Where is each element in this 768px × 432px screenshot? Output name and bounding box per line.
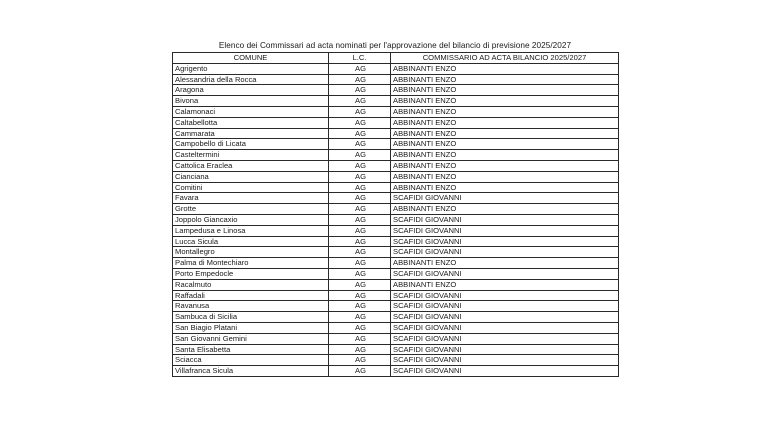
cell-lc: AG (329, 193, 391, 204)
table-row (173, 128, 619, 139)
table-row (173, 139, 619, 150)
table-row (173, 258, 619, 269)
cell-lc: AG (329, 128, 391, 139)
table-row (173, 63, 619, 74)
cell-lc: AG (329, 63, 391, 74)
cell-commissario: SCAFIDI GIOVANNI (391, 193, 619, 204)
cell-lc: AG (329, 139, 391, 150)
cell-comune: Cammarata (173, 128, 329, 139)
cell-comune: Sciacca (173, 355, 329, 366)
table-header (173, 53, 619, 64)
cell-commissario: ABBINANTI ENZO (391, 106, 619, 117)
cell-lc: AG (329, 301, 391, 312)
cell-lc: AG (329, 225, 391, 236)
cell-comune: Villafranca Sicula (173, 366, 329, 377)
table-row (173, 74, 619, 85)
cell-comune: Grotte (173, 204, 329, 215)
table-row (173, 290, 619, 301)
cell-lc: AG (329, 268, 391, 279)
cell-lc: AG (329, 117, 391, 128)
cell-commissario: ABBINANTI ENZO (391, 96, 619, 107)
cell-comune: Lampedusa e Linosa (173, 225, 329, 236)
cell-comune: Porto Empedocle (173, 268, 329, 279)
table-row (173, 117, 619, 128)
cell-comune: Calamonaci (173, 106, 329, 117)
cell-commissario: SCAFIDI GIOVANNI (391, 247, 619, 258)
cell-lc: AG (329, 366, 391, 377)
cell-comune: Cianciana (173, 171, 329, 182)
cell-lc: AG (329, 204, 391, 215)
cell-commissario: ABBINANTI ENZO (391, 63, 619, 74)
cell-commissario: ABBINANTI ENZO (391, 74, 619, 85)
cell-comune: Aragona (173, 85, 329, 96)
cell-commissario: SCAFIDI GIOVANNI (391, 268, 619, 279)
document-title: Elenco dei Commissari ad acta nominati per l'approvazione del bilancio di previsione 2025/2027 (218, 41, 572, 50)
cell-lc: AG (329, 85, 391, 96)
cell-lc: AG (329, 247, 391, 258)
cell-lc: AG (329, 160, 391, 171)
table-row (173, 236, 619, 247)
header-comune: COMUNE (173, 53, 329, 64)
header-row (173, 53, 619, 64)
header-commissario: COMMISSARIO AD ACTA BILANCIO 2025/2027 (391, 53, 619, 64)
table-row (173, 171, 619, 182)
cell-commissario: ABBINANTI ENZO (391, 160, 619, 171)
cell-commissario: ABBINANTI ENZO (391, 279, 619, 290)
cell-comune: Raffadali (173, 290, 329, 301)
table-row (173, 160, 619, 171)
table-row (173, 106, 619, 117)
cell-comune: Lucca Sicula (173, 236, 329, 247)
cell-commissario: SCAFIDI GIOVANNI (391, 355, 619, 366)
cell-comune: Comitini (173, 182, 329, 193)
cell-comune: San Giovanni Gemini (173, 333, 329, 344)
table-row (173, 193, 619, 204)
cell-lc: AG (329, 344, 391, 355)
cell-comune: Bivona (173, 96, 329, 107)
cell-comune: Cattolica Eraclea (173, 160, 329, 171)
cell-commissario: SCAFIDI GIOVANNI (391, 312, 619, 323)
table-row (173, 85, 619, 96)
table-row (173, 204, 619, 215)
cell-commissario: ABBINANTI ENZO (391, 150, 619, 161)
cell-commissario: SCAFIDI GIOVANNI (391, 290, 619, 301)
table-row (173, 247, 619, 258)
cell-comune: Caltabellotta (173, 117, 329, 128)
cell-comune: Favara (173, 193, 329, 204)
table-row (173, 214, 619, 225)
cell-comune: Montallegro (173, 247, 329, 258)
cell-commissario: SCAFIDI GIOVANNI (391, 301, 619, 312)
table-row (173, 268, 619, 279)
cell-lc: AG (329, 258, 391, 269)
cell-commissario: SCAFIDI GIOVANNI (391, 214, 619, 225)
cell-commissario: SCAFIDI GIOVANNI (391, 236, 619, 247)
cell-commissario: ABBINANTI ENZO (391, 171, 619, 182)
cell-lc: AG (329, 96, 391, 107)
table-row (173, 344, 619, 355)
cell-commissario: ABBINANTI ENZO (391, 117, 619, 128)
cell-commissario: ABBINANTI ENZO (391, 258, 619, 269)
table-row (173, 182, 619, 193)
cell-lc: AG (329, 214, 391, 225)
cell-lc: AG (329, 236, 391, 247)
table-row (173, 355, 619, 366)
table-row (173, 366, 619, 377)
cell-lc: AG (329, 150, 391, 161)
cell-lc: AG (329, 333, 391, 344)
cell-commissario: SCAFIDI GIOVANNI (391, 344, 619, 355)
cell-comune: Casteltermini (173, 150, 329, 161)
cell-comune: Palma di Montechiaro (173, 258, 329, 269)
cell-commissario: ABBINANTI ENZO (391, 204, 619, 215)
cell-lc: AG (329, 171, 391, 182)
cell-commissario: SCAFIDI GIOVANNI (391, 322, 619, 333)
cell-commissario: SCAFIDI GIOVANNI (391, 333, 619, 344)
table-row (173, 301, 619, 312)
cell-commissario: ABBINANTI ENZO (391, 85, 619, 96)
table-row (173, 150, 619, 161)
table-row (173, 96, 619, 107)
header-lc: L.C. (329, 53, 391, 64)
cell-commissario: SCAFIDI GIOVANNI (391, 366, 619, 377)
cell-commissario: ABBINANTI ENZO (391, 128, 619, 139)
table-row (173, 225, 619, 236)
cell-comune: Ravanusa (173, 301, 329, 312)
cell-lc: AG (329, 106, 391, 117)
cell-lc: AG (329, 182, 391, 193)
cell-comune: Santa Elisabetta (173, 344, 329, 355)
cell-comune: Joppolo Giancaxio (173, 214, 329, 225)
cell-lc: AG (329, 312, 391, 323)
cell-comune: Sambuca di Sicilia (173, 312, 329, 323)
cell-lc: AG (329, 322, 391, 333)
table-row (173, 333, 619, 344)
cell-lc: AG (329, 290, 391, 301)
table-body (173, 63, 619, 376)
table-row (173, 322, 619, 333)
cell-comune: Alessandria della Rocca (173, 74, 329, 85)
cell-comune: Racalmuto (173, 279, 329, 290)
cell-commissario: SCAFIDI GIOVANNI (391, 225, 619, 236)
commissari-table (172, 52, 619, 377)
cell-commissario: ABBINANTI ENZO (391, 139, 619, 150)
cell-comune: San Biagio Platani (173, 322, 329, 333)
cell-lc: AG (329, 355, 391, 366)
cell-comune: Agrigento (173, 63, 329, 74)
cell-lc: AG (329, 279, 391, 290)
cell-lc: AG (329, 74, 391, 85)
table-row (173, 279, 619, 290)
cell-comune: Campobello di Licata (173, 139, 329, 150)
table-row (173, 312, 619, 323)
cell-commissario: ABBINANTI ENZO (391, 182, 619, 193)
